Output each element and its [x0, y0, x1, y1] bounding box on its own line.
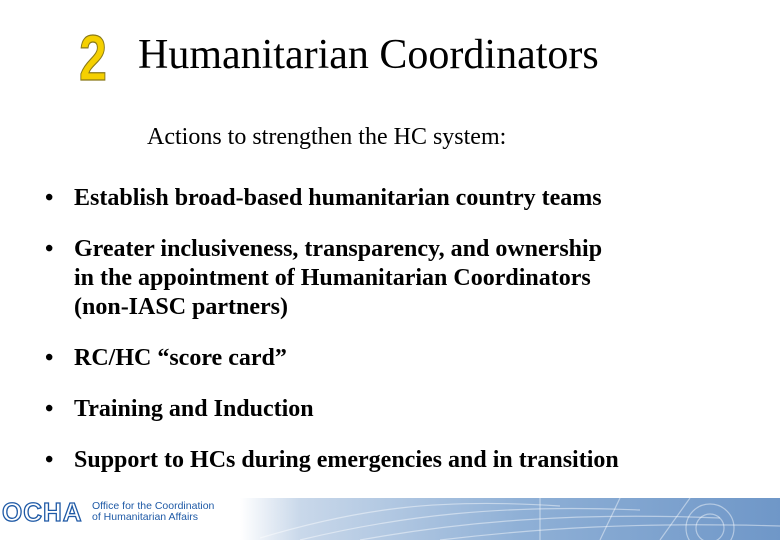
bullet-text: RC/HC “score card” — [74, 345, 287, 371]
bullet-text: Greater inclusiveness, transparency, and ownership in the appointment of Humanitarian Coordinators (non-IASC partners) — [74, 236, 603, 320]
bullet-icon: • — [45, 185, 54, 211]
bullet-text: Establish broad-based humanitarian country teams — [74, 185, 602, 211]
page-title: Humanitarian Coordinators — [138, 32, 599, 78]
bullet-text: Training and Induction — [74, 396, 314, 422]
bullet-list — [45, 184, 765, 497]
logo-text: Office for the Coordination of Humanitarian Affairs — [92, 500, 215, 523]
footer-banner — [0, 498, 780, 540]
list-item — [45, 395, 765, 424]
bullet-icon: • — [45, 447, 54, 473]
bullet-text: Support to HCs during emergencies and in transition — [74, 447, 619, 473]
logo-mark: OCHA — [2, 498, 83, 527]
bullet-icon: • — [45, 396, 54, 422]
slide-number-icon — [78, 28, 108, 86]
slide-number: 2 — [79, 28, 107, 86]
subtitle: Actions to strengthen the HC system: — [147, 124, 507, 150]
list-item — [45, 344, 765, 373]
un-emblem-decoration — [240, 498, 780, 540]
list-item — [45, 235, 765, 322]
bullet-icon: • — [45, 236, 54, 262]
ocha-logo — [0, 498, 240, 528]
list-item — [45, 184, 765, 213]
list-item — [45, 446, 765, 475]
bullet-icon: • — [45, 345, 54, 371]
